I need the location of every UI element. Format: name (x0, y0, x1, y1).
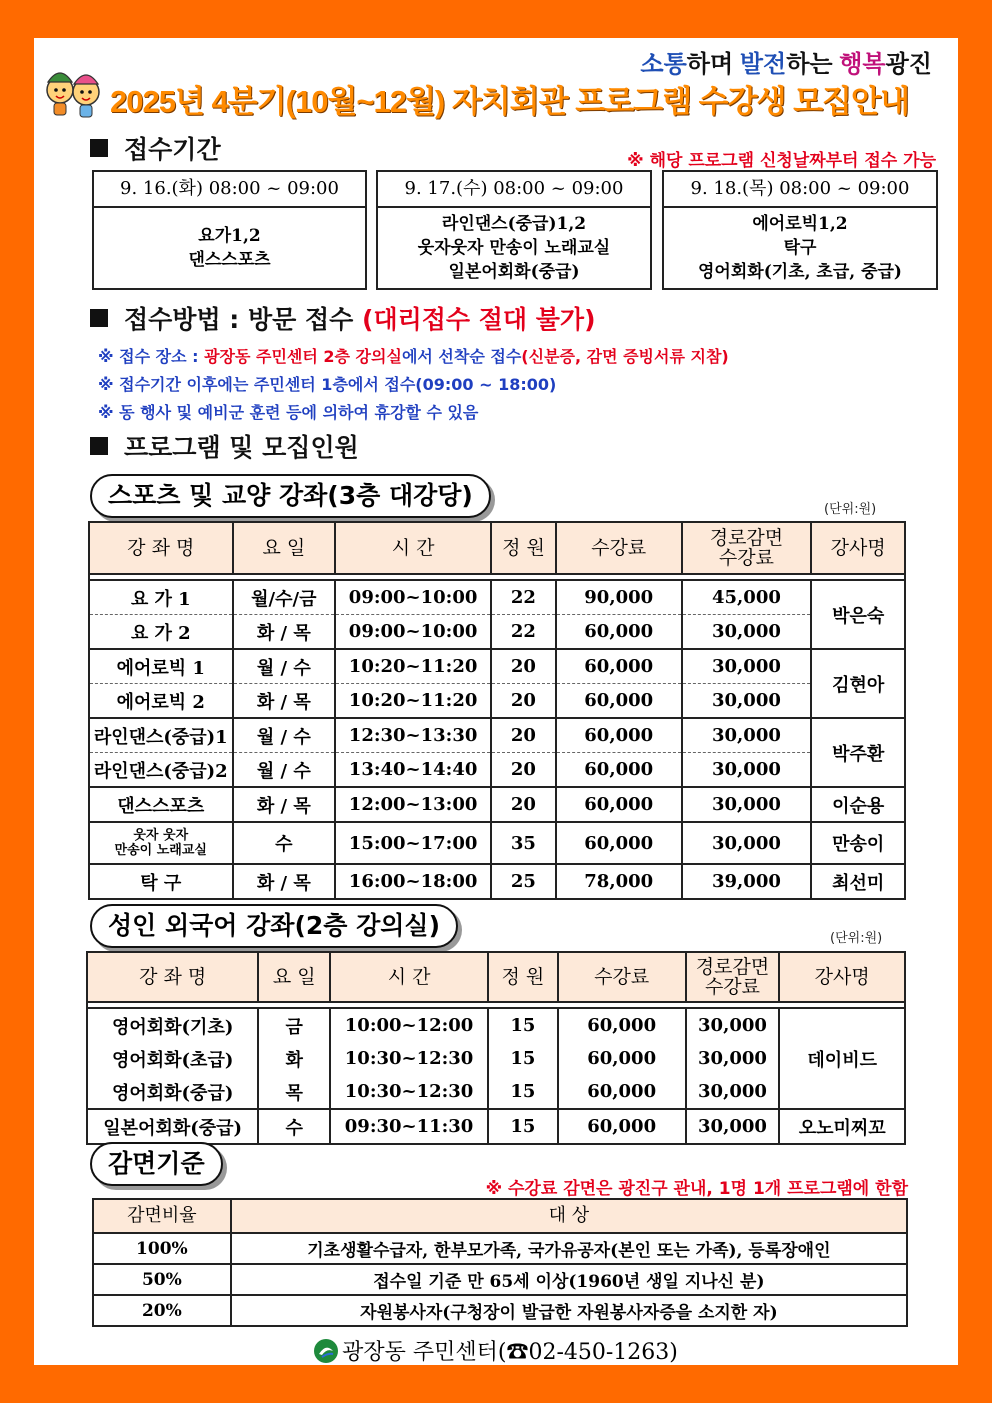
language-table (86, 951, 906, 1145)
table-cell: 25 (491, 864, 556, 899)
table-cell: 60,000 (558, 1109, 686, 1144)
col-header: 요 일 (233, 522, 336, 574)
phone-icon: ☎ (506, 1340, 529, 1365)
table-cell: 기초생활수급자, 한부모가족, 국가유공자(본인 또는 가족), 등록장애인 (231, 1233, 907, 1264)
table-cell: 12:00~13:00 (335, 787, 491, 822)
table-cell: 50% (93, 1264, 231, 1295)
table-cell: 22 (491, 615, 556, 650)
table-row (89, 649, 905, 684)
table-row (87, 1109, 905, 1144)
table-cell: 20 (491, 753, 556, 788)
teacher-cell: 데이비드 (779, 1008, 905, 1109)
table-cell: 10:00~12:00 (330, 1008, 488, 1042)
reception-date: 9. 17.(수) 08:00 ~ 09:00 (378, 172, 650, 208)
table-row (89, 615, 905, 650)
table-cell: 수 (258, 1109, 330, 1144)
table-cell: 09:00~10:00 (335, 615, 491, 650)
table-cell: 39,000 (682, 864, 812, 899)
reception-heading: 접수기간 (90, 130, 221, 166)
table-row (93, 1264, 907, 1295)
table-cell: 30,000 (686, 1075, 780, 1109)
table-row (89, 787, 905, 822)
sports-section-title: 스포츠 및 교양 강좌(3층 대강당) (90, 474, 491, 518)
col-header: 대 상 (231, 1199, 907, 1233)
table-cell: 60,000 (556, 753, 682, 788)
table-cell: 15 (488, 1042, 558, 1075)
mascot-icon (40, 60, 108, 120)
reception-date: 9. 18.(목) 08:00 ~ 09:00 (664, 172, 936, 208)
col-header: 감면비율 (93, 1199, 231, 1233)
table-cell: 금 (258, 1008, 330, 1042)
table-cell: 60,000 (556, 615, 682, 650)
table-cell: 15 (488, 1008, 558, 1042)
table-cell: 30,000 (682, 718, 812, 753)
reception-note: ※ 해당 프로그램 신청날짜부터 접수 가능 (627, 151, 936, 171)
method-heading: 접수방법 : 방문 접수 (대리접수 절대 불가) (90, 300, 596, 336)
table-cell: 12:30~13:30 (335, 718, 491, 753)
table-cell: 화 / 목 (233, 787, 336, 822)
table-cell: 16:00~18:00 (335, 864, 491, 899)
table-cell: 자원봉사자(구청장이 발급한 자원봉사자증을 소지한 자) (231, 1295, 907, 1326)
slogan: 소통하며 발전하는 행복광진 (640, 51, 932, 78)
table-row (93, 1295, 907, 1326)
table-cell: 월 / 수 (233, 649, 336, 684)
col-header: 경로감면 수강료 (682, 522, 812, 574)
table-row (89, 718, 905, 753)
programs-heading: 프로그램 및 모집인원 (90, 428, 359, 464)
teacher-cell: 최선미 (811, 864, 905, 899)
table-cell: 20 (491, 684, 556, 719)
reception-program: 요가1,2 (198, 226, 261, 246)
table-cell: 목 (258, 1075, 330, 1109)
table-cell: 영어회화(기초) (87, 1008, 258, 1042)
teacher-cell: 만송이 (811, 822, 905, 864)
table-cell: 30,000 (682, 753, 812, 788)
table-cell: 60,000 (558, 1008, 686, 1042)
square-bullet-icon (90, 437, 108, 455)
language-unit: (단위:원) (830, 931, 883, 946)
teacher-cell: 박주환 (811, 718, 905, 787)
table-cell: 90,000 (556, 580, 682, 615)
table-cell: 탁 구 (89, 864, 233, 899)
table-cell: 월 / 수 (233, 718, 336, 753)
table-cell: 라인댄스(중급)1 (89, 718, 233, 753)
table-cell: 영어회화(초급) (87, 1042, 258, 1075)
col-header: 강사명 (811, 522, 905, 574)
square-bullet-icon (90, 309, 108, 327)
reception-program: 탁구 (783, 238, 817, 258)
table-cell: 웃자 웃자 만송이 노래교실 (89, 822, 233, 864)
teacher-cell: 김현아 (811, 649, 905, 718)
col-header: 시 간 (330, 952, 488, 1002)
table-cell: 13:40~14:40 (335, 753, 491, 788)
reception-box-day1 (92, 170, 367, 290)
teacher-cell: 박은숙 (811, 580, 905, 649)
col-header: 경로감면 수강료 (686, 952, 780, 1002)
discount-table (92, 1198, 908, 1327)
page-title: 2025년 4분기(10월~12월) 자치회관 프로그램 수강생 모집안내 (110, 84, 909, 119)
language-section-title: 성인 외국어 강좌(2층 강의실) (90, 904, 458, 948)
table-cell: 30,000 (682, 684, 812, 719)
reception-date: 9. 16.(화) 08:00 ~ 09:00 (94, 172, 365, 208)
table-cell: 30,000 (682, 822, 812, 864)
table-cell: 09:30~11:30 (330, 1109, 488, 1144)
table-cell: 15 (488, 1075, 558, 1109)
table-cell: 30,000 (686, 1109, 780, 1144)
table-cell: 댄스스포츠 (89, 787, 233, 822)
table-cell: 화 / 목 (233, 684, 336, 719)
col-header: 강사명 (779, 952, 905, 1002)
table-cell: 60,000 (556, 684, 682, 719)
table-cell: 20 (491, 649, 556, 684)
table-cell: 20% (93, 1295, 231, 1326)
table-cell: 60,000 (556, 787, 682, 822)
col-header: 요 일 (258, 952, 330, 1002)
method-note-place: ※ 접수 장소 : 광장동 주민센터 2층 강의실에서 선착순 접수(신분증, 감면 증빙서류 지참) (98, 347, 729, 366)
table-cell: 월/수/금 (233, 580, 336, 615)
table-cell: 60,000 (558, 1042, 686, 1075)
table-cell: 요 가 2 (89, 615, 233, 650)
reception-program: 웃자웃자 만송이 노래교실 (417, 238, 611, 258)
table-cell: 10:30~12:30 (330, 1075, 488, 1109)
poster-page (34, 38, 958, 1365)
reception-box-day3 (662, 170, 938, 290)
table-cell: 에어로빅 2 (89, 684, 233, 719)
table-cell: 30,000 (682, 649, 812, 684)
footer-contact: 광장동 주민센터(☎02-450-1263) (34, 1335, 958, 1366)
teacher-cell: 오노미찌꼬 (779, 1109, 905, 1144)
method-warning: (대리접수 절대 불가) (362, 305, 596, 334)
table-row (87, 1008, 905, 1042)
sports-unit: (단위:원) (824, 502, 877, 517)
table-cell: 에어로빅 1 (89, 649, 233, 684)
table-cell: 60,000 (558, 1075, 686, 1109)
col-header: 시 간 (335, 522, 491, 574)
col-header: 수강료 (556, 522, 682, 574)
table-cell: 60,000 (556, 649, 682, 684)
discount-section-title: 감면기준 (90, 1142, 223, 1186)
table-cell: 10:30~12:30 (330, 1042, 488, 1075)
square-bullet-icon (90, 139, 108, 157)
method-note-cancel: ※ 동 행사 및 예비군 훈련 등에 의하여 휴강할 수 있음 (98, 403, 479, 422)
discount-note: ※ 수강료 감면은 광진구 관내, 1명 1개 프로그램에 한함 (485, 1179, 908, 1199)
table-cell: 10:20~11:20 (335, 684, 491, 719)
table-cell: 30,000 (682, 787, 812, 822)
table-cell: 30,000 (682, 615, 812, 650)
table-row (89, 684, 905, 719)
table-cell: 09:00~10:00 (335, 580, 491, 615)
col-header: 정 원 (488, 952, 558, 1002)
table-cell: 22 (491, 580, 556, 615)
table-cell: 월 / 수 (233, 753, 336, 788)
district-logo-icon (314, 1339, 338, 1363)
table-cell: 화 / 목 (233, 864, 336, 899)
table-cell: 영어회화(중급) (87, 1075, 258, 1109)
reception-program: 에어로빅1,2 (752, 214, 848, 234)
table-cell: 화 (258, 1042, 330, 1075)
table-cell: 35 (491, 822, 556, 864)
table-cell: 30,000 (686, 1008, 780, 1042)
reception-box-day2 (376, 170, 652, 290)
table-cell: 45,000 (682, 580, 812, 615)
col-header: 수강료 (558, 952, 686, 1002)
col-header: 강 좌 명 (87, 952, 258, 1002)
table-row (89, 580, 905, 615)
reception-program: 일본어회화(중급) (448, 262, 580, 282)
table-cell: 라인댄스(중급)2 (89, 753, 233, 788)
table-cell: 100% (93, 1233, 231, 1264)
table-cell: 10:20~11:20 (335, 649, 491, 684)
reception-program: 영어회화(기초, 초급, 중급) (698, 262, 902, 282)
table-cell: 일본어회화(중급) (87, 1109, 258, 1144)
table-row (89, 753, 905, 788)
teacher-cell: 이순용 (811, 787, 905, 822)
table-cell: 30,000 (686, 1042, 780, 1075)
table-row (89, 864, 905, 899)
col-header: 정 원 (491, 522, 556, 574)
table-row (93, 1233, 907, 1264)
sports-table (88, 521, 906, 900)
table-cell: 78,000 (556, 864, 682, 899)
table-row (89, 822, 905, 864)
reception-program: 댄스스포츠 (188, 250, 271, 270)
table-cell: 수 (233, 822, 336, 864)
table-cell: 60,000 (556, 718, 682, 753)
col-header: 강 좌 명 (89, 522, 233, 574)
table-cell: 화 / 목 (233, 615, 336, 650)
table-cell: 20 (491, 718, 556, 753)
reception-program: 라인댄스(중급)1,2 (441, 214, 587, 234)
table-cell: 15:00~17:00 (335, 822, 491, 864)
table-cell: 접수일 기준 만 65세 이상(1960년 생일 지나신 분) (231, 1264, 907, 1295)
table-cell: 요 가 1 (89, 580, 233, 615)
method-note-after: ※ 접수기간 이후에는 주민센터 1층에서 접수(09:00 ~ 18:00) (98, 375, 557, 394)
table-cell: 20 (491, 787, 556, 822)
table-cell: 15 (488, 1109, 558, 1144)
table-cell: 60,000 (556, 822, 682, 864)
